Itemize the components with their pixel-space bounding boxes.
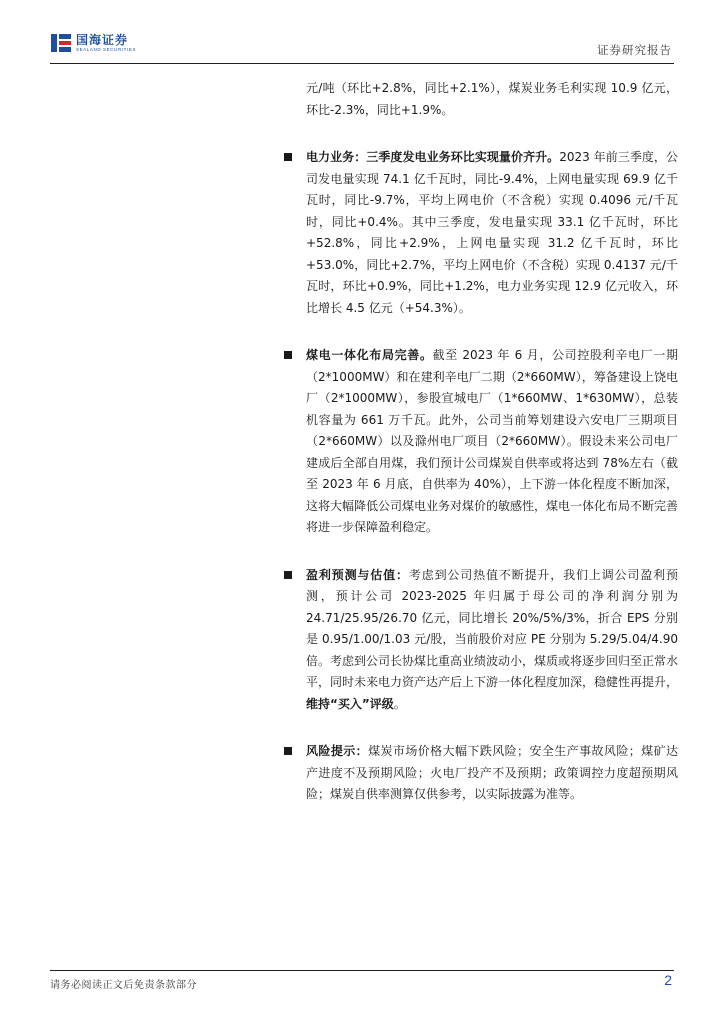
company-logo (50, 30, 136, 56)
footer-divider (50, 970, 674, 971)
paragraph-text: 元/吨（环比+2.8%，同比+2.1%），煤炭业务毛利实现 10.9 亿元，环比-2.3%，同比+1.9%。 (306, 81, 678, 117)
paragraph-text: 考虑到公司热值不断提升，我们上调公司盈利预测，预计公司 2023-2025 年归属于母公司的净利润分别为 24.71/25.95/26.70 亿元，同比增长 20%/5%/3%，折合 EPS 分别是 0.95/1.00/1.03 元/股，当前股价对应 PE 分别为 5.29/5.04/4.90 倍。考虑到公司长协煤比重高业绩波动小，煤质或将逐步回归至正常水平，同时未来电力资产达产后上下游一体化程度加深，稳健性再提升， (306, 567, 679, 689)
paragraph-coal-margin (306, 78, 678, 121)
paragraph-lead: 煤电一体化布局完善。 (306, 348, 433, 362)
square-bullet-icon (284, 351, 292, 359)
paragraph-lead: 风险提示： (306, 744, 369, 758)
paragraph-coal-power-integration (306, 345, 678, 539)
logo-chinese-name: 国海证券 (76, 32, 129, 47)
paragraph-text: 煤炭市场价格大幅下跌风险；安全生产事故风险；煤矿达产进度不及预期风险；火电厂投产不及预期；政策调控力度超预期风险；煤炭自供率测算仅供参考，以实际披露为准等。 (306, 744, 678, 801)
page-header (50, 30, 674, 62)
paragraph-end: 。 (393, 696, 406, 711)
logo-text (76, 34, 136, 53)
paragraph-power-business (306, 147, 678, 319)
square-bullet-icon (284, 571, 292, 579)
report-type-label: 证券研究报告 (597, 43, 672, 57)
paragraph-text: 2023 年前三季度，公司发电量实现 74.1 亿千瓦时，同比-9.4%，上网电量实现 69.9 亿千瓦时，同比-9.7%，平均上网电价（不含税）实现 0.4096 元/千瓦时，同比+0.4%。其中三季度，发电量实现 33.1 亿千瓦时，环比+52.8%，同比+2.9%，上网电量实现 31.2 亿千瓦时，环比+53.0%，同比+2.7%，平均上网电价（不含税）实现 0.4137 元/千瓦时，环比+0.9%，同比+1.2%，电力业务实现 12.9 亿元收入，环比增长 4.5 亿元（+54.3%）。 (306, 150, 678, 315)
square-bullet-icon (284, 747, 292, 755)
page-number: 2 (664, 972, 672, 988)
paragraph-risk-warning (306, 741, 678, 806)
paragraph-earnings-forecast (306, 565, 678, 716)
report-body (284, 78, 678, 832)
logo-english-name: SEALAND SECURITIES (76, 46, 137, 52)
paragraph-text: 截至 2023 年 6 月，公司控股利辛电厂一期（2*1000MW）和在建利辛电厂二期（2*660MW），筹备建设上饶电厂（2*1000MW），参股宣城电厂（1*660MW、1*630MW），总装机容量为 661 万千瓦。此外，公司当前筹划建设六安电厂三期项目（2*660MW）以及滁州电厂项目（2*660MW）。假设未来公司电厂建成后全部自用煤，我们预计公司煤炭自供率或将达到 78%左右（截至 2023 年 6 月底，自供率为 40%），上下游一体化程度不断加深，这将大幅降低公司煤电业务对煤价的敏感性，煤电一体化布局不断完善将进一步保障盈利稳定。 (306, 348, 679, 534)
square-bullet-icon (284, 153, 292, 161)
disclaimer-note: 请务必阅读正文后免责条款部分 (50, 980, 197, 991)
paragraph-lead: 盈利预测与估值： (306, 567, 409, 582)
paragraph-lead: 电力业务：三季度发电业务环比实现量价齐升。 (306, 150, 560, 164)
rating-statement: 维持“买入”评级 (306, 696, 394, 711)
sealand-logo-icon (50, 32, 72, 54)
header-divider (50, 63, 674, 64)
